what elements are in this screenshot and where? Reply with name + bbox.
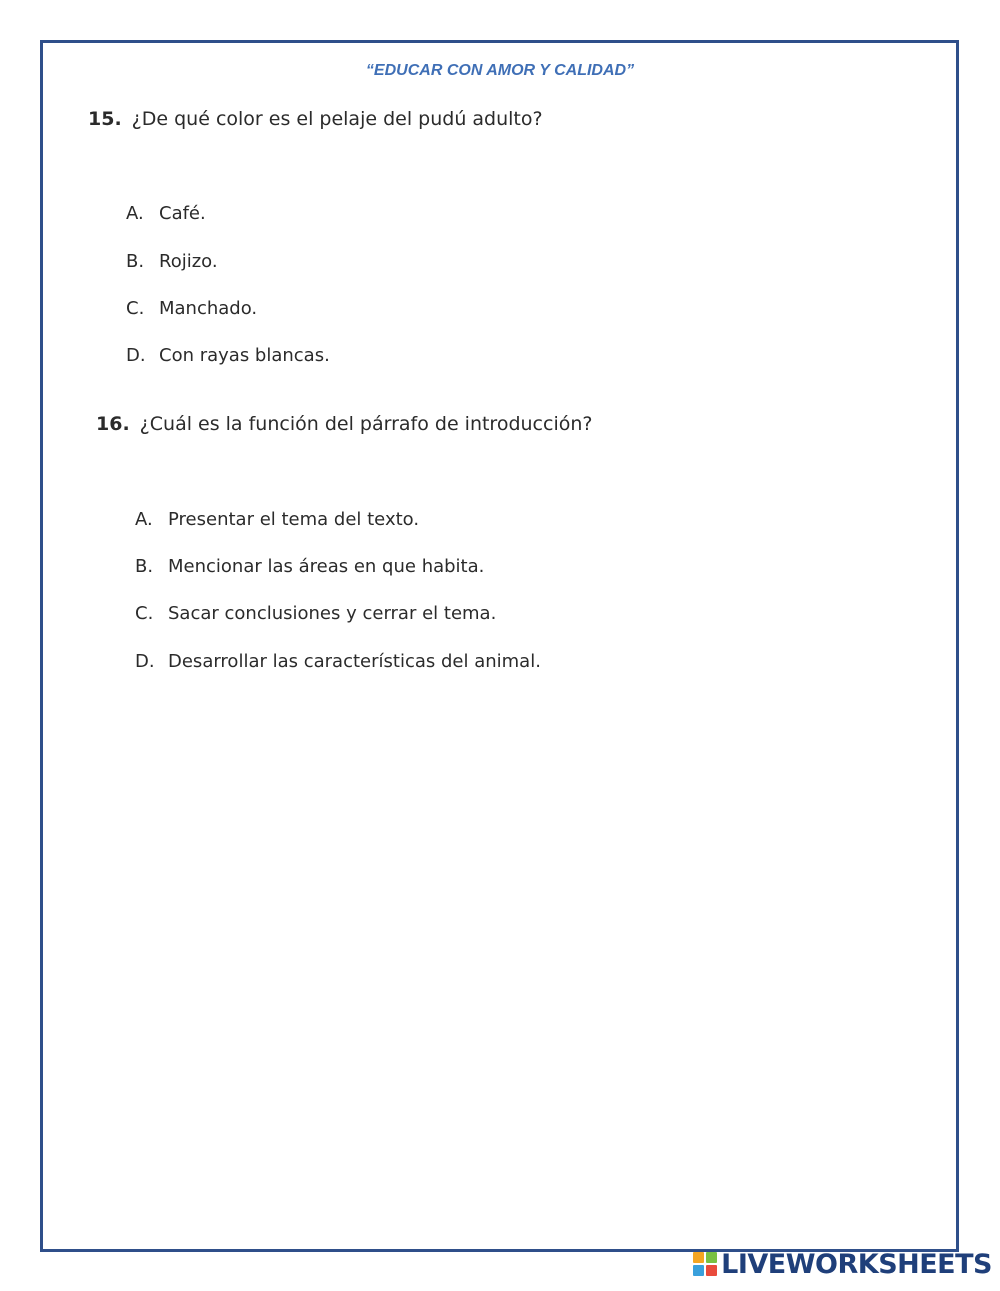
school-motto: “EDUCAR CON AMOR Y CALIDAD” [365,62,635,79]
option-15-b[interactable] [126,251,218,272]
logo-tile-l [693,1252,704,1263]
option-text: Presentar el tema del texto. [168,509,420,530]
question-15 [88,108,543,130]
question-number: 16. [96,413,130,435]
option-text: Mencionar las áreas en que habita. [168,556,485,577]
option-letter: D. [135,651,155,672]
option-letter: B. [126,251,145,272]
liveworksheets-logo-icon [693,1252,717,1276]
option-text: Con rayas blancas. [159,345,330,366]
option-letter: D. [126,345,146,366]
question-16 [96,413,592,435]
option-letter: A. [126,203,144,224]
option-text: Rojizo. [159,251,218,272]
option-text: Manchado. [159,298,258,319]
option-15-c[interactable] [126,298,257,319]
option-15-d[interactable] [126,345,330,366]
option-16-b[interactable] [135,556,484,577]
option-15-a[interactable] [126,203,206,224]
option-letter: A. [135,509,153,530]
question-text: ¿Cuál es la función del párrafo de introducción? [139,413,593,435]
option-text: Café. [159,203,206,224]
question-text: ¿De qué color es el pelaje del pudú adulto? [131,108,543,130]
brand-name: LIVEWORKSHEETS [721,1248,992,1280]
logo-tile-v [693,1265,704,1276]
option-letter: C. [135,603,154,624]
option-text: Sacar conclusiones y cerrar el tema. [168,603,497,624]
option-text: Desarrollar las características del animal. [168,651,541,672]
option-16-d[interactable] [135,651,541,672]
option-letter: C. [126,298,145,319]
option-letter: B. [135,556,154,577]
option-16-c[interactable] [135,603,496,624]
liveworksheets-brand [693,1249,992,1279]
option-16-a[interactable] [135,509,419,530]
logo-tile-i [706,1252,717,1263]
logo-tile-e [706,1265,717,1276]
question-number: 15. [88,108,122,130]
